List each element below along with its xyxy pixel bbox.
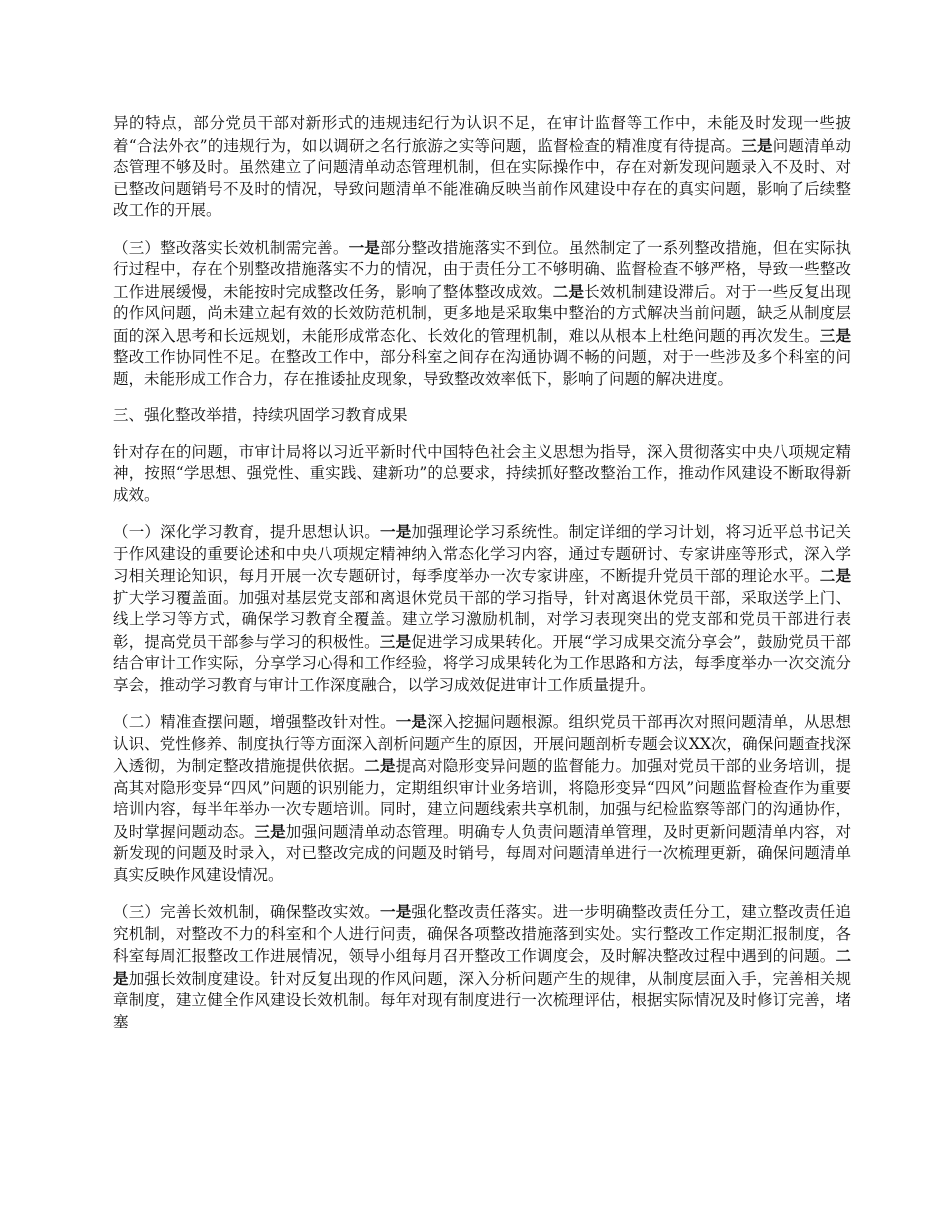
text-run: 问题清单动态管理不够及时。虽然建立了问题清单动态管理机制，但在实际操作中，存在对新发现问题录入不及时、对已整改问题销号不及时的情况，导致问题清单不能准确反映当前作风建设中存在的真实问题，影响了后续整改工作的开展。 bbox=[113, 136, 851, 219]
emphasis-marker: 二是 bbox=[113, 946, 851, 988]
paragraph-6 bbox=[113, 711, 851, 886]
text-run: 针对存在的问题，市审计局将以习近平新时代中国特色社会主义思想为指导，深入贯彻落实中央八项规定精神，按照“学思想、强党性、重实践、建新功”的总要求，持续抓好整改整治工作，推动作风建设不断取得新成效。 bbox=[113, 442, 851, 504]
text-run: 整改工作协同性不足。在整改工作中，部分科室之间存在沟通协调不畅的问题，对于一些涉及多个科室的问题，未能形成工作合力，存在推诿扯皮现象，导致整改效率低下，影响了问题的解决进度。 bbox=[113, 348, 851, 388]
text-run: （一）深化学习教育，提升思想认识。 bbox=[113, 523, 380, 541]
emphasis-marker: 二是 bbox=[552, 281, 585, 301]
emphasis-marker: 二是 bbox=[819, 566, 851, 585]
text-run: （二）精准查摆问题，增强整改针对性。 bbox=[113, 713, 396, 731]
text-run: 异的特点，部分党员干部对新形式的违规违纪行为认识不足，在审计监督等工作中，未能及时发现一些披着“合法外衣”的违规行为，如以调研之名行旅游之实等问题，监督检查的精准度有待提高。 bbox=[113, 114, 851, 155]
emphasis-marker: 三是 bbox=[254, 821, 286, 841]
text-run: （三）完善长效机制，确保整改实效。 bbox=[113, 903, 380, 921]
text-run: 三、强化整改举措，持续巩固学习教育成果 bbox=[113, 406, 408, 424]
paragraph-1 bbox=[113, 113, 851, 222]
text-run: 加强理论学习系统性。制定详细的学习计划，将习近平总书记关于作风建设的重要论述和中央八项规定精神纳入常态化学习内容，通过专题研讨、专家讲座等形式，深入学习相关理论知识，每月开展一次专题研讨，每季度举办一次专家讲座，不断提升党员干部的理论水平。 bbox=[113, 523, 851, 585]
paragraph-4 bbox=[113, 442, 851, 507]
document-page bbox=[113, 113, 851, 1048]
text-run: （三）整改落实长效机制需完善。 bbox=[113, 238, 349, 257]
emphasis-marker: 二是 bbox=[364, 756, 396, 775]
paragraph-5 bbox=[113, 521, 851, 696]
text-run: 扩大学习覆盖面。加强对基层党支部和离退休党员干部的学习指导，针对离退休党员干部，采取送学上门、线上学习等方式，确保学习教育全覆盖。建立学习激励机制，对学习表现突出的党支部和党员干部进行表彰，提高党员干部参与学习的积极性。 bbox=[113, 588, 851, 651]
emphasis-marker: 一是 bbox=[395, 712, 428, 731]
paragraph-7 bbox=[113, 901, 851, 1033]
text-run: 部分整改措施落实不到位。虽然制定了一系列整改措施，但在实际执行过程中，存在个别整改措施落实不力的情况，由于责任分工不够明确、监督检查不够严格，导致一些整改工作进展缓慢，未能按时完成整改任务，影响了整体整改成效。 bbox=[113, 238, 851, 301]
text-run: 长效机制建设滞后。对于一些反复出现的作风问题，尚未建立起有效的长效防范机制，更多地是采取集中整治的方式解决当前问题，缺乏从制度层面的深入思考和长远规划，未能形成常态化、长效化的管理机制，难以从根本上杜绝问题的再次发生。 bbox=[113, 282, 851, 345]
emphasis-marker: 一是 bbox=[380, 902, 412, 921]
text-run: 加强长效制度建设。针对反复出现的作风问题，深入分析问题产生的规律，从制度层面入手，完善相关规章制度，建立健全作风建设长效机制。每年对现有制度进行一次梳理评估，根据实际情况及时修订完善，堵塞 bbox=[113, 969, 851, 1031]
text-run: 强化整改责任落实。进一步明确整改责任分工，建立整改责任追究机制，对整改不力的科室和个人进行问责，确保各项整改措施落到实处。实行整改工作定期汇报制度，各科室每周汇报整改工作进展情况，领导小组每月召开整改工作调度会，及时解决整改过程中遇到的问题。 bbox=[113, 903, 851, 965]
text-run: 促进学习成果转化。开展“学习成果交流分享会”，鼓励党员干部结合审计工作实际，分享学习心得和工作经验，将学习成果转化为工作思路和方法，每季度举办一次交流分享会，推动学习教育与审计工作深度融合，以学习成效促进审计工作质量提升。 bbox=[113, 632, 851, 694]
section-heading bbox=[113, 405, 851, 427]
text-run: 深入挖掘问题根源。组织党员干部再次对照问题清单，从思想认识、党性修养、制度执行等方面深入剖析问题产生的原因，开展问题剖析专题会议XX次，确保问题查找深入透彻，为制定整改措施提供依据。 bbox=[113, 713, 851, 775]
text-run: 提高对隐形变异问题的监督能力。加强对党员干部的业务培训，提高其对隐形变异“四风”问题的识别能力，定期组织审计业务培训，将隐形变异“四风”问题监督检查作为重要培训内容，每半年举办一次专题培训。同时，建立问题线索共享机制，加强与纪检监察等部门的沟通协作，及时掌握问题动态。 bbox=[113, 757, 851, 841]
text-run: 加强问题清单动态管理。明确专人负责问题清单管理，及时更新问题清单内容，对新发现的问题及时录入，对已整改完成的问题及时销号，每周对问题清单进行一次梳理更新，确保问题清单真实反映作风建设情况。 bbox=[113, 822, 851, 884]
emphasis-marker: 三是 bbox=[741, 135, 773, 155]
emphasis-marker: 三是 bbox=[379, 631, 412, 651]
emphasis-marker: 一是 bbox=[380, 522, 412, 541]
paragraph-2 bbox=[113, 237, 851, 391]
emphasis-marker: 三是 bbox=[819, 325, 851, 345]
emphasis-marker: 一是 bbox=[348, 237, 381, 257]
